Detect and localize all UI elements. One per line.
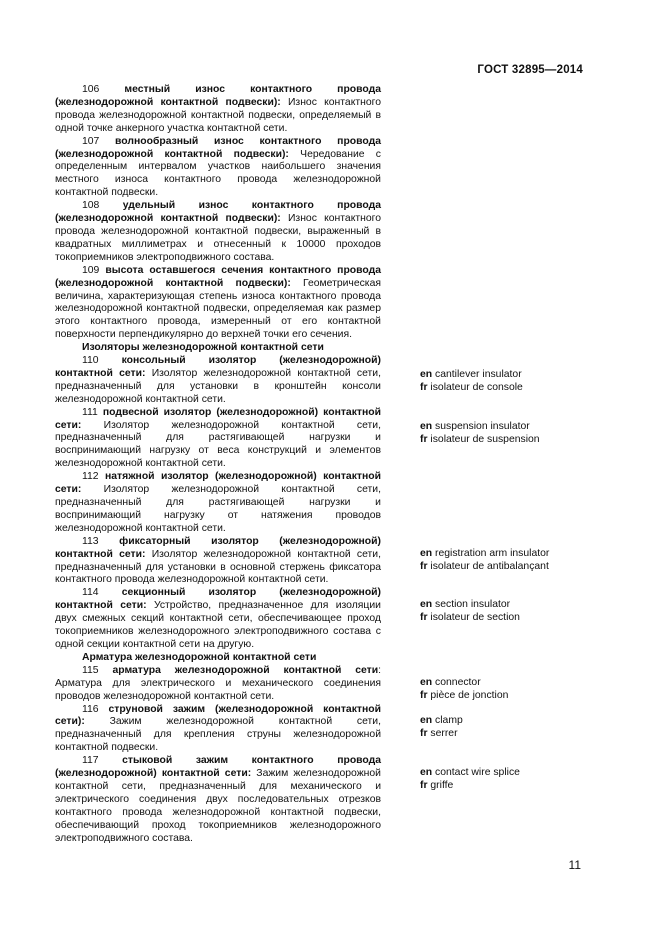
- term-entry-111: [55, 407, 381, 472]
- translation-113: [420, 548, 549, 573]
- french-term: isolateur de section: [430, 611, 520, 623]
- french-term: isolateur de console: [430, 381, 523, 393]
- term-name: струновой зажим (железнодорожной контактной сети):: [55, 703, 381, 728]
- term-definition: Изолятор железнодорожной контактной сети, предназначенный для установки в кронштейн консоли железнодорожной контактной сети.: [55, 367, 381, 405]
- translation-117: [420, 767, 520, 792]
- term-entry-109: [55, 265, 381, 342]
- term-entry-107: [55, 136, 381, 201]
- term-entry-116: [55, 704, 381, 756]
- page-number: 11: [568, 858, 581, 872]
- translation-116: [420, 715, 463, 740]
- translation-111: [420, 421, 540, 446]
- lang-fr-label: fr: [420, 381, 428, 393]
- lang-fr-label: fr: [420, 560, 428, 572]
- term-entry-114: [55, 587, 381, 652]
- entry-number: 117: [82, 755, 99, 767]
- term-definition: : Арматура для электрического и механического соединения проводов железнодорожной контактной сети.: [55, 664, 382, 702]
- document-code: ГОСТ 32895—2014: [477, 64, 583, 76]
- term-definition: Геометрическая величина, характеризующая степень износа контактного провода железнодорожной контактной подвески, определяемая как размер этого контактного провода, измеренный от его контактной поверхности перпендикулярно до верхней точки его сечения.: [55, 277, 381, 341]
- french-term: isolateur de antibalançant: [430, 560, 549, 572]
- french-term: griffe: [430, 779, 454, 791]
- entry-number: 110: [82, 355, 99, 367]
- english-term: suspension insulator: [435, 421, 530, 432]
- entry-number: 108: [82, 200, 100, 212]
- english-term: cantilever insulator: [435, 369, 522, 380]
- entry-number: 111: [82, 406, 98, 418]
- term-definition: Чередование с определенным интервалом участков наибольшего значения местного износа контактного провода железнодорожной контактной подвески.: [55, 148, 381, 199]
- section-heading-fittings: Арматура железнодорожной контактной сети: [82, 651, 317, 663]
- english-term: clamp: [435, 715, 463, 726]
- term-entry-115: [55, 665, 381, 704]
- lang-en-label: en: [420, 677, 433, 688]
- entry-number: 107: [82, 135, 100, 147]
- term-definition: Износ контактного провода железнодорожной контактной подвески, выраженный в квадратных миллиметрах и отнесенный к 10000 проходов токоприемников электроподвижного состава.: [55, 213, 381, 263]
- term-name: секционный изолятор (железнодорожной) контактной сети:: [55, 587, 382, 612]
- lang-fr-label: fr: [420, 689, 428, 701]
- term-name: консольный изолятор (железнодорожной) контактной сети:: [55, 355, 381, 379]
- term-name: подвесной изолятор (железнодорожной) контактной сети:: [55, 406, 382, 431]
- entry-number: 113: [82, 535, 99, 547]
- lang-fr-label: fr: [420, 727, 428, 739]
- french-term: pièce de jonction: [430, 689, 509, 701]
- term-name: местный износ контактного провода (железнодорожной контактной подвески):: [55, 84, 381, 108]
- terms-column: [55, 84, 381, 845]
- entry-number: 109: [82, 264, 100, 276]
- lang-fr-label: fr: [420, 611, 428, 623]
- term-name: высота оставшегося сечения контактного провода (железнодорожной контактной подвески):: [55, 264, 381, 289]
- translation-110: [420, 369, 523, 394]
- term-entry-113: [55, 536, 381, 588]
- lang-en-label: en: [420, 548, 433, 559]
- lang-en-label: en: [420, 599, 433, 610]
- term-name: удельный износ контактного провода (железнодорожной контактной подвески):: [55, 200, 381, 225]
- term-entry-106: [55, 84, 381, 136]
- section-heading-insulators: Изоляторы железнодорожной контактной сети: [82, 342, 324, 354]
- translation-114: [420, 599, 520, 624]
- term-entry-108: [55, 200, 381, 265]
- term-name: арматура железнодорожной контактной сети: [112, 664, 379, 676]
- french-term: isolateur de suspension: [430, 433, 540, 445]
- term-name: стыковой зажим контактного провода (железнодорожной) контактной сети:: [55, 755, 381, 780]
- term-definition: Зажим железнодорожной контактной сети, предназначенный для крепления струны железнодорожной контактной подвески.: [55, 716, 381, 754]
- lang-en-label: en: [420, 715, 433, 726]
- term-entry-112: [55, 471, 381, 536]
- french-term: serrer: [430, 727, 458, 739]
- term-name: натяжной изолятор (железнодорожной) контактной сети:: [55, 471, 381, 496]
- english-term: contact wire splice: [435, 767, 520, 778]
- english-term: connector: [435, 677, 481, 688]
- entry-number: 114: [82, 587, 99, 599]
- english-term: registration arm insulator: [435, 548, 550, 559]
- term-entry-117: [55, 755, 381, 845]
- term-definition: Устройство, предназначенное для изоляции двух смежных секций контактной сети, обеспечивающее проход токоприемников железнодорожного электроподвижного состава с одной секции контактной сети на другую.: [55, 600, 381, 650]
- english-term: section insulator: [435, 599, 511, 610]
- translation-115: [420, 677, 508, 702]
- term-definition: Зажим железнодорожной контактной сети, предназначенный для механического и электрического соединения двух последовательных отрезков контактного провода железнодорожной контактной подвески, обеспечивающий проход токоприемников железнодорожного электроподвижного состава.: [55, 768, 381, 844]
- term-name: фиксаторный изолятор (железнодорожной) контактной сети:: [55, 535, 382, 560]
- term-definition: Изолятор железнодорожной контактной сети, предназначенный для растягивающей нагрузки и воспринимающий нагрузку от натяжения проводов железнодорожной контактной сети.: [55, 484, 381, 534]
- term-definition: Изолятор железнодорожной контактной сети, предназначенный для растягивающей нагрузки и воспринимающий нагрузку от веса конструкций и элементов железнодорожной контактной сети.: [55, 419, 381, 470]
- term-definition: Износ контактного провода железнодорожной контактной подвески, определяемый в одной точке анкерного участка контактной сети.: [55, 96, 381, 134]
- term-name: волнообразный износ контактного провода (железнодорожной контактной подвески):: [55, 135, 381, 160]
- lang-fr-label: fr: [420, 433, 428, 445]
- term-definition: Изолятор железнодорожной контактной сети, предназначенный для установки в основной стержень фиксатора контактного провода железнодорожной контактной сети.: [55, 548, 381, 586]
- entry-number: 116: [82, 703, 99, 715]
- lang-en-label: en: [420, 421, 433, 432]
- lang-en-label: en: [420, 369, 433, 380]
- entry-number: 106: [82, 84, 100, 95]
- lang-fr-label: fr: [420, 779, 428, 791]
- entry-number: 112: [82, 471, 99, 483]
- lang-en-label: en: [420, 767, 433, 778]
- term-entry-110: [55, 355, 381, 407]
- entry-number: 115: [82, 664, 99, 676]
